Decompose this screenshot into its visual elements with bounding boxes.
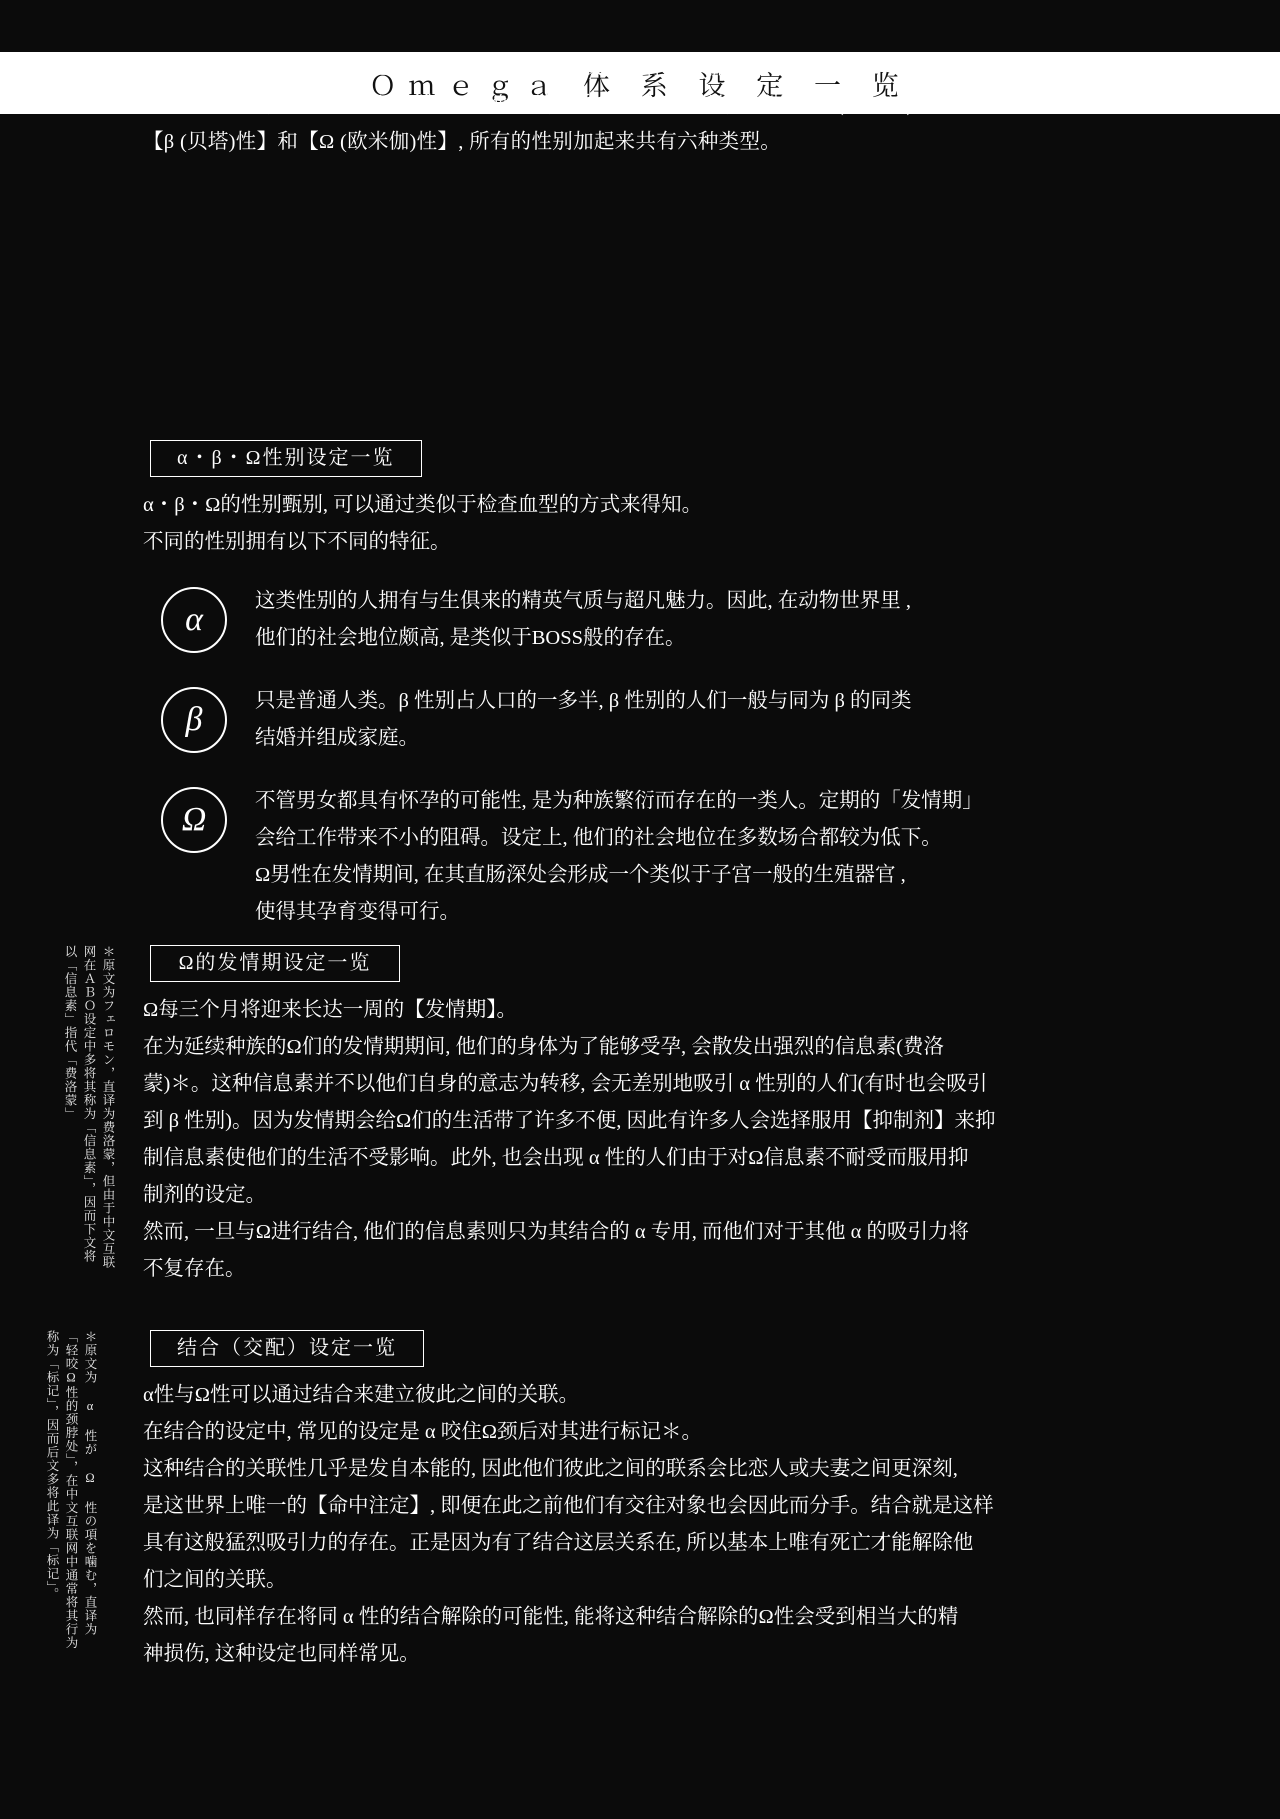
bond-line-1: α性与Ω性可以通过结合来建立彼此之间的关联。 xyxy=(143,1384,579,1406)
heat-line-2: 在为延续种族的Ω们的发情期期间, 他们的身体为了能够受孕, 会散发出强烈的信息素(费洛 xyxy=(143,1036,945,1058)
omega-line-4: 使得其孕育变得可行。 xyxy=(255,901,460,923)
bond-line-7: 然而, 也同样存在将同 α 性的结合解除的可能性, 能将这种结合解除的Ω性会受到相当大的精 xyxy=(143,1606,959,1628)
gender-body-line-2: 不同的性别拥有以下不同的特征。 xyxy=(143,531,451,553)
beta-symbol-icon: β xyxy=(161,687,227,753)
side-note-pheromone xyxy=(60,945,117,1275)
alpha-description xyxy=(255,583,1145,657)
gender-body-line-1: α・β・Ω的性别甄别, 可以通过类似于检查血型的方式来得知。 xyxy=(143,494,703,516)
beta-description xyxy=(255,683,1145,757)
section-body-heat xyxy=(143,992,1153,1288)
gender-glyph-list xyxy=(143,583,1173,931)
omega-line-1: 不管男女都具有怀孕的可能性, 是为种族繁衍而存在的一类人。定期的「发情期」 xyxy=(255,790,983,812)
heat-line-5: 制信息素使他们的生活不受影响。此外, 也会出现 α 性的人们由于对Ω信息素不耐受而服用抑 xyxy=(143,1147,969,1169)
heat-line-6: 制剂的设定。 xyxy=(143,1184,266,1206)
bond-line-4: 是这世界上唯一的【命中注定】, 即便在此之前他们有交往对象也会因此而分手。结合就是这样 xyxy=(143,1495,994,1517)
section-body-bonding xyxy=(143,1377,1153,1673)
intro-line-2: 在这个世界里, 不论男女都会再加上一种性别, 这种性别分为三类, 分别为【α (阿尔法)性】、 xyxy=(143,94,966,116)
alpha-line-1: 这类性别的人拥有与生俱来的精英气质与超凡魅力。因此, 在动物世界里 , xyxy=(255,590,911,612)
side-note-mark-text: ＊原文为 α 性が Ω 性の項を噛む，直译为「轻咬Ω性的颈脖处」，在中文互联网中通常将其行为称为「标记」，因而后文多将此译为「标记」。 xyxy=(45,1330,97,1650)
section-heading-heat: Ω的发情期设定一览 xyxy=(150,945,400,982)
heat-line-3: 蒙)＊。这种信息素并不以他们自身的意志为转移, 会无差别地吸引 α 性别的人们(有时也会吸引 xyxy=(143,1073,988,1095)
omega-symbol-icon: Ω xyxy=(161,787,227,853)
intro-block xyxy=(143,50,1153,161)
glyph-row-beta xyxy=(143,683,1173,757)
section-heat-period xyxy=(0,945,1280,1288)
side-note-pheromone-text: ＊原文为フェロモン，直译为费洛蒙，但由于中文互联网在ＡＢＯ设定中多将其称为「信息素」，因而下文将以「信息素」指代「费洛蒙」 xyxy=(63,945,115,1269)
omega-description xyxy=(255,783,1145,931)
section-heading-gender: α・β・Ω性别设定一览 xyxy=(150,440,422,477)
bond-line-5: 具有这般猛烈吸引力的存在。正是因为有了结合这层关系在, 所以基本上唯有死亡才能解除他 xyxy=(143,1532,974,1554)
alpha-symbol-icon: α xyxy=(161,587,227,653)
intro-line-1: 所谓Omega体系, 即国外(泛指欧美地区)的同人二次小说作品中流行的特殊设定。 xyxy=(143,57,874,79)
bond-line-2: 在结合的设定中, 常见的设定是 α 咬住Ω颈后对其进行标记＊。 xyxy=(143,1421,702,1443)
omega-line-3: Ω男性在发情期间, 在其直肠深处会形成一个类似于子宫一般的生殖器官 , xyxy=(255,864,906,886)
section-gender-overview xyxy=(0,440,1280,957)
omega-line-2: 会给工作带来不小的阻碍。设定上, 他们的社会地位在多数场合都较为低下。 xyxy=(255,827,942,849)
heat-line-7: 然而, 一旦与Ω进行结合, 他们的信息素则只为其结合的 α 专用, 而他们对于其他 α 的吸引力将 xyxy=(143,1221,969,1243)
bond-line-3: 这种结合的关联性几乎是发自本能的, 因此他们彼此之间的联系会比恋人或夫妻之间更深刻, xyxy=(143,1458,958,1480)
bond-line-6: 们之间的关联。 xyxy=(143,1569,287,1591)
heat-line-8: 不复存在。 xyxy=(143,1258,246,1280)
section-heading-bonding: 结合（交配）设定一览 xyxy=(150,1330,424,1367)
heat-line-4: 到 β 性别)。因为发情期会给Ω们的生活带了许多不便, 因此有许多人会选择服用【抑制剂】来抑 xyxy=(143,1110,996,1132)
alpha-line-2: 他们的社会地位颇高, 是类似于BOSS般的存在。 xyxy=(255,627,686,649)
glyph-row-omega xyxy=(143,783,1173,931)
beta-line-2: 结婚并组成家庭。 xyxy=(255,727,419,749)
intro-line-3: 【β (贝塔)性】和【Ω (欧米伽)性】, 所有的性别加起来共有六种类型。 xyxy=(143,131,782,153)
side-note-mark xyxy=(42,1330,99,1660)
bond-line-8: 神损伤, 这种设定也同样常见。 xyxy=(143,1643,420,1665)
section-body-gender xyxy=(143,487,1153,561)
page-title: Ｏｍｅｇａ 体 系 设 定 一 览 xyxy=(369,70,911,101)
beta-line-1: 只是普通人类。β 性别占人口的一多半, β 性别的人们一般与同为 β 的同类 xyxy=(255,690,912,712)
section-bonding xyxy=(0,1330,1280,1673)
heat-line-1: Ω每三个月将迎来长达一周的【发情期】。 xyxy=(143,999,517,1021)
glyph-row-alpha xyxy=(143,583,1173,657)
